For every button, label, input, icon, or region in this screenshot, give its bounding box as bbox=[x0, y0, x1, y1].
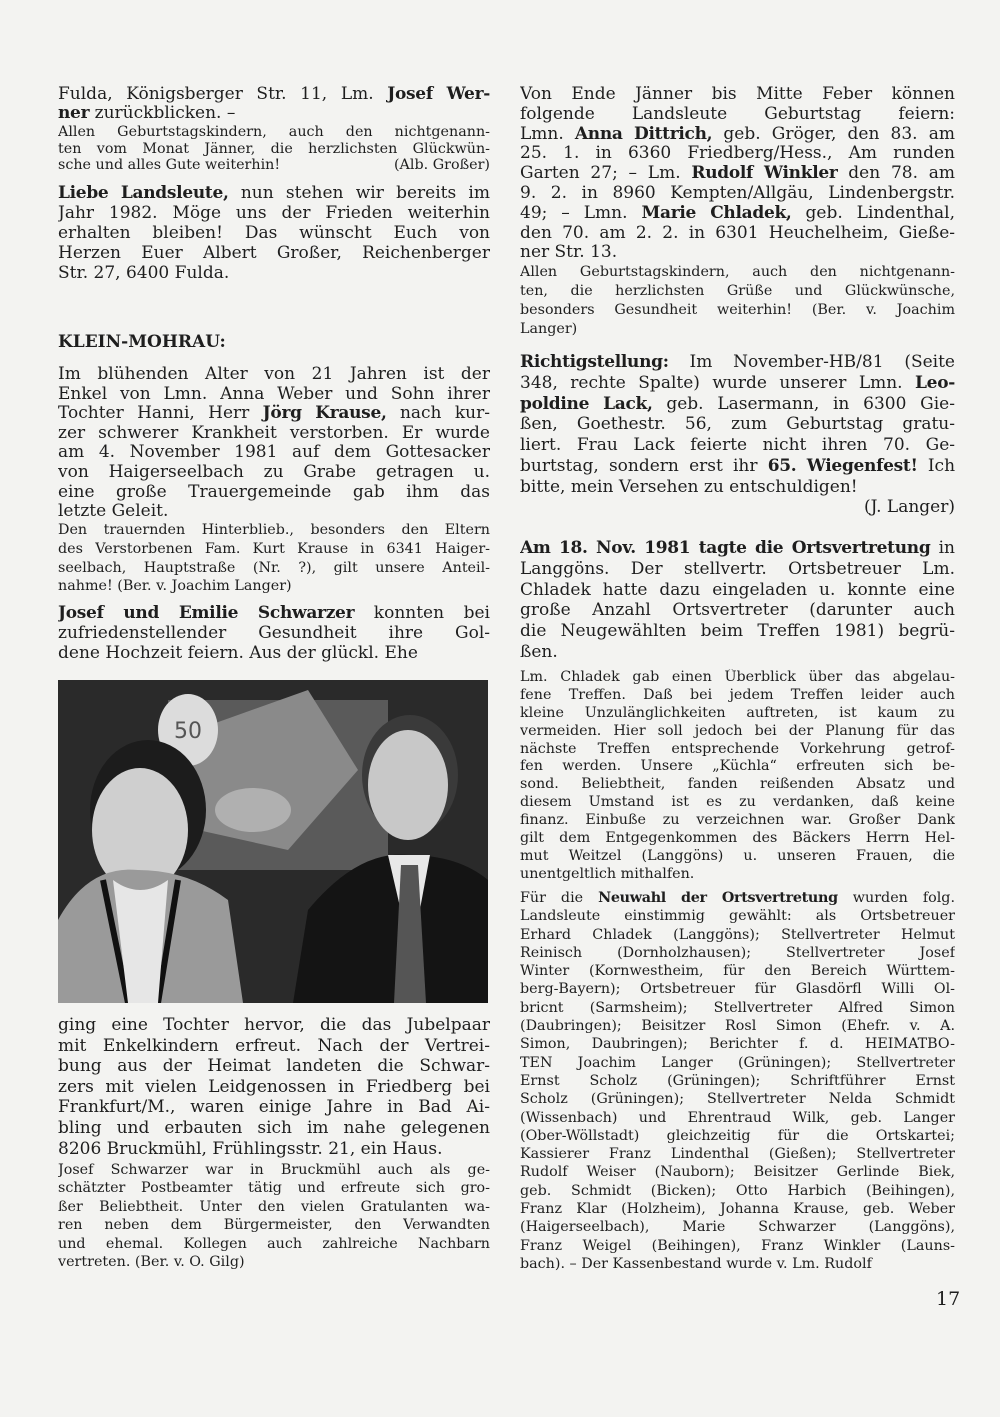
text: mit Enkelkindern erfreut. Nach der Vertrei- bbox=[58, 1035, 490, 1056]
text-line bbox=[58, 124, 490, 141]
text: des Verstorbenen Fam. Kurt Krause in 6341 Haiger- bbox=[58, 540, 490, 557]
text-line bbox=[58, 1161, 490, 1179]
bold-text: Anna Dittrich, bbox=[574, 124, 713, 144]
text: Fulda, Königsberger Str. 11, Lm. bbox=[58, 85, 388, 104]
text-line bbox=[520, 705, 955, 723]
text-line bbox=[520, 794, 955, 812]
text: unentgeltlich mithalfen. bbox=[520, 865, 695, 882]
paragraph-richtigstellung bbox=[520, 352, 955, 498]
text: Langgöns. Der stellvertr. Ortsbetreuer Lm. bbox=[520, 558, 955, 579]
cake-label: 50 bbox=[174, 719, 202, 744]
text-line bbox=[58, 183, 490, 203]
text-line bbox=[520, 889, 955, 907]
photo-golden-wedding-couple bbox=[58, 680, 488, 1003]
text-line bbox=[520, 320, 955, 339]
text-line bbox=[520, 559, 955, 580]
text-line bbox=[520, 85, 955, 105]
bold-text: Marie Chladek, bbox=[641, 203, 792, 223]
paragraph-joerg-krause bbox=[58, 365, 490, 522]
text-line bbox=[520, 999, 955, 1017]
text-line bbox=[58, 1056, 490, 1077]
text-line bbox=[520, 980, 955, 998]
text: berg-Bayern); Ortsbetreuer für Glasdörfl Willi Ol- bbox=[520, 981, 955, 998]
text: Im blühenden Alter von 21 Jahren ist der bbox=[58, 365, 490, 384]
text: Von Ende Jänner bis Mitte Feber können bbox=[520, 85, 955, 104]
text: konnten bei bbox=[354, 603, 490, 623]
text-line bbox=[58, 243, 490, 263]
text-line bbox=[58, 443, 490, 463]
paragraph-condolence bbox=[58, 521, 490, 596]
text-line bbox=[58, 424, 490, 444]
text: den 78. am bbox=[837, 164, 955, 184]
text: Kassierer Franz Lindenthal (Gießen); Stellvertreter bbox=[520, 1146, 955, 1163]
text: finanz. Einbuße zu verzeichnen war. Großer Dank bbox=[520, 812, 955, 829]
text: Winter (Kornwestheim, für den Bereich Württem- bbox=[520, 963, 955, 980]
text: schätzter Postbeamter tätig und erfreute sich gro- bbox=[58, 1180, 490, 1197]
text: ßer Beliebtheit. Unter den vielen Gratulanten wa- bbox=[58, 1198, 490, 1215]
text: ren neben dem Bürgermeister, den Verwandten bbox=[58, 1217, 490, 1234]
text-line bbox=[58, 365, 490, 385]
text: zurückblicken. – bbox=[89, 103, 236, 122]
text: mut Weitzel (Langgöns) u. unseren Frauen, die bbox=[520, 847, 955, 864]
text-line bbox=[520, 1163, 955, 1181]
text: Tochter Hanni, Herr bbox=[58, 404, 263, 424]
text-line bbox=[58, 577, 490, 596]
text: Jahr 1982. Möge uns der Frieden weiterhin bbox=[58, 203, 490, 223]
text-line bbox=[520, 580, 955, 601]
bold-text: Liebe Landsleute, bbox=[58, 183, 229, 203]
text-line bbox=[520, 1072, 955, 1090]
text: Chladek hatte dazu eingeladen u. konnte eine bbox=[520, 579, 955, 600]
text: besonders Gesundheit weiterhin! (Ber. v. Joachim bbox=[520, 302, 955, 318]
text-line bbox=[520, 1218, 955, 1236]
text: (J. Langer) bbox=[863, 497, 955, 517]
text-line bbox=[520, 1035, 955, 1053]
text: diesem Umstand ist es zu verdanken, daß keine bbox=[520, 794, 955, 811]
paragraph-birthday-greetings bbox=[520, 263, 955, 339]
text-line bbox=[520, 184, 955, 204]
paragraph-birthday-wishes bbox=[58, 124, 490, 174]
text: Scholz (Grüningen); Stellvertreter Nelda Schmidt bbox=[520, 1091, 955, 1108]
text: nahme! (Ber. v. Joachim Langer) bbox=[58, 578, 292, 595]
text-line bbox=[520, 282, 955, 301]
text: geb. Schmidt (Bicken); Otto Harbich (Beihingen), bbox=[520, 1182, 955, 1199]
text-line bbox=[520, 812, 955, 830]
text-line bbox=[58, 521, 490, 540]
text: Im November-HB/81 (Seite bbox=[668, 352, 955, 372]
text: fen werden. Unsere „Küchla“ erfreuten sich be- bbox=[520, 758, 955, 775]
text: kleine Unzulänglichkeiten auftreten, ist kaum zu bbox=[520, 704, 955, 721]
text-line bbox=[520, 830, 955, 848]
text-line bbox=[58, 1015, 490, 1036]
text: Allen Geburtstagskindern, auch den nichtgenann- bbox=[58, 124, 490, 140]
text: bach). – Der Kassenbestand wurde v. Lm. Rudolf bbox=[520, 1255, 872, 1272]
text-line bbox=[520, 243, 955, 263]
text: ging eine Tochter hervor, die das Jubelpaar bbox=[58, 1015, 490, 1035]
text: wurden folg. bbox=[837, 890, 955, 906]
text-line bbox=[520, 414, 955, 435]
text-line bbox=[58, 603, 490, 623]
text-line bbox=[58, 1179, 490, 1197]
text: den 70. am 2. 2. in 6301 Heuchelheim, Gieße- bbox=[520, 223, 955, 243]
text-line bbox=[520, 1054, 955, 1072]
bold-text: ner bbox=[58, 103, 90, 122]
text: Ernst Scholz (Grüningen); Schriftführer Ernst bbox=[520, 1072, 955, 1089]
text: (Wissenbach) und Ehrentraud Wilk, geb. Langer bbox=[520, 1109, 955, 1126]
text: und ehemal. Kollegen auch zahlreiche Nachbarn bbox=[58, 1235, 490, 1252]
text: Herzen Euer Albert Großer, Reichenberger bbox=[58, 243, 490, 263]
text-line bbox=[58, 385, 490, 405]
text-line bbox=[58, 463, 490, 483]
text-line bbox=[520, 497, 955, 518]
text-line bbox=[58, 1118, 490, 1139]
text: Für die bbox=[520, 890, 599, 906]
text: große Anzahl Ortsvertreter (darunter auch bbox=[520, 600, 955, 621]
text: Lmn. bbox=[520, 124, 575, 144]
text-line bbox=[520, 394, 955, 415]
bold-text: Josef und Emilie Schwarzer bbox=[58, 603, 355, 623]
text: fene Treffen. Daß bei jedem Treffen leider auch bbox=[520, 686, 955, 703]
text: gilt dem Entgegenkommen des Bäckers Herrn Hel- bbox=[520, 830, 955, 847]
section-heading-klein-mohrau: KLEIN-MOHRAU: bbox=[58, 332, 226, 352]
bold-text: Josef Wer- bbox=[387, 85, 490, 104]
text-line bbox=[520, 1017, 955, 1035]
text-line bbox=[520, 1090, 955, 1108]
text: sond. Beliebtheit, fanden reißenden Absatz und bbox=[520, 776, 955, 793]
text-line bbox=[58, 1216, 490, 1234]
text: Simon, Daubringen); Berichter f. d. HEIMATBO- bbox=[520, 1036, 955, 1053]
text: 9. 2. in 8960 Kempten/Allgäu, Lindenbergstr. bbox=[520, 183, 955, 203]
text-line bbox=[520, 642, 955, 663]
bold-text: 65. Wiegenfest! bbox=[767, 455, 918, 476]
text: vermeiden. Hier soll jedoch bei der Planung für das bbox=[520, 722, 955, 739]
text: geb. Lindenthal, bbox=[791, 203, 955, 223]
text-line bbox=[520, 435, 955, 456]
text: die Neugewählten beim Treffen 1981) begrü- bbox=[520, 621, 955, 642]
text-line bbox=[58, 1253, 490, 1271]
text: Str. 27, 6400 Fulda. bbox=[58, 263, 230, 283]
text: ten vom Monat Jänner, die herzlichsten Glückwün- bbox=[58, 140, 490, 157]
text-line bbox=[58, 157, 490, 174]
text: von Haigerseelbach zu Grabe getragen u. bbox=[58, 462, 490, 482]
text-line bbox=[58, 203, 490, 223]
bold-text: Richtigstellung: bbox=[520, 352, 669, 372]
text: erhalten bleiben! Das wünscht Euch von bbox=[58, 223, 490, 243]
paragraph-werner-birthday bbox=[58, 85, 490, 122]
text: bitte, mein Versehen zu entschuldigen! bbox=[520, 476, 858, 497]
bold-text: Jörg Krause, bbox=[262, 404, 387, 424]
text-line bbox=[520, 776, 955, 794]
text: Lm. Chladek gab einen Überblick über das abgelau- bbox=[520, 669, 955, 685]
paragraph-ortsvertretung-meeting bbox=[520, 538, 955, 663]
text-line bbox=[520, 352, 955, 373]
text-line bbox=[520, 1145, 955, 1163]
text-line bbox=[520, 105, 955, 125]
text: nach kur- bbox=[386, 404, 490, 424]
text: dene Hochzeit feiern. Aus der glückl. Ehe bbox=[58, 643, 418, 663]
text-line bbox=[520, 144, 955, 164]
text-line bbox=[520, 1200, 955, 1218]
bold-text: Rudolf Winkler bbox=[691, 164, 838, 184]
text: Landsleute einstimmig gewählt: als Ortsbetreuer bbox=[520, 908, 955, 925]
paragraph-neuwahl bbox=[520, 889, 955, 1273]
text-line bbox=[520, 263, 955, 282]
text-line bbox=[58, 104, 490, 123]
text: Langer) bbox=[520, 321, 578, 337]
text: bricnt (Sarmsheim); Stellvertreter Alfred Simon bbox=[520, 999, 955, 1016]
text: ner Str. 13. bbox=[520, 243, 618, 263]
text-line bbox=[520, 373, 955, 394]
text: Josef Schwarzer war in Bruckmühl auch als ge- bbox=[58, 1162, 490, 1178]
text-line bbox=[520, 758, 955, 776]
text-line bbox=[520, 1255, 955, 1273]
text-line bbox=[520, 1182, 955, 1200]
text-line bbox=[520, 164, 955, 184]
text: zufriedenstellender Gesundheit ihre Gol- bbox=[58, 623, 490, 643]
text-line bbox=[58, 1235, 490, 1253]
text: liert. Frau Lack feierte nicht ihren 70. Ge- bbox=[520, 435, 955, 456]
text-line bbox=[520, 1237, 955, 1255]
text-line bbox=[520, 204, 955, 224]
text-line bbox=[520, 669, 955, 687]
paragraph-schwarzer-intro bbox=[58, 603, 490, 663]
text: TEN Joachim Langer (Grüningen); Stellvertreter bbox=[520, 1054, 955, 1071]
text-line bbox=[520, 125, 955, 145]
text: Den trauernden Hinterblieb., besonders den Eltern bbox=[58, 522, 490, 538]
bold-text: Leo- bbox=[915, 372, 955, 393]
text: in bbox=[930, 538, 955, 558]
text-line bbox=[520, 456, 955, 477]
text: folgende Landsleute Geburtstag feiern: bbox=[520, 104, 955, 124]
text: bung aus der Heimat landeten die Schwar- bbox=[58, 1056, 490, 1077]
paragraph-liebe-landsleute bbox=[58, 183, 490, 283]
text-line bbox=[58, 263, 490, 283]
paragraph-birthdays-list bbox=[520, 85, 955, 263]
text: letzte Geleit. bbox=[58, 502, 169, 522]
text-line bbox=[520, 962, 955, 980]
text: burtstag, sondern erst ihr bbox=[520, 455, 768, 476]
text: Frankfurt/M., waren einige Jahre in Bad Ai- bbox=[58, 1097, 490, 1118]
text: (Haigerseelbach), Marie Schwarzer (Langgöns), bbox=[520, 1219, 955, 1236]
text-line bbox=[58, 559, 490, 578]
bold-text: poldine Lack, bbox=[520, 393, 653, 414]
text: 8206 Bruckmühl, Frühlingsstr. 21, ein Haus. bbox=[58, 1138, 443, 1159]
text: Reinisch (Dornholzhausen); Stellvertreter Josef bbox=[520, 944, 955, 961]
text: 348, rechte Spalte) wurde unserer Lmn. bbox=[520, 372, 916, 393]
text-line bbox=[520, 907, 955, 925]
text-line bbox=[58, 1198, 490, 1216]
text: zer schwerer Krankheit verstorben. Er wurde bbox=[58, 423, 490, 443]
text-line bbox=[58, 540, 490, 559]
text-line bbox=[58, 223, 490, 243]
text-line bbox=[520, 848, 955, 866]
text: nun stehen wir bereits im bbox=[228, 183, 490, 203]
text: ten, die herzlichsten Grüße und Glückwünsche, bbox=[520, 283, 955, 299]
text-line bbox=[520, 224, 955, 244]
text: bling und erbauten sich im nahe gelegenen bbox=[58, 1117, 490, 1138]
text-line bbox=[520, 600, 955, 621]
text-line bbox=[520, 866, 955, 884]
text: (Daubringen); Beisitzer Rosl Simon (Ehefr. v. A. bbox=[520, 1018, 955, 1035]
text-line bbox=[58, 141, 490, 158]
text-line bbox=[520, 741, 955, 759]
text: geb. Lasermann, in 6300 Gie- bbox=[652, 393, 955, 414]
text: Franz Weigel (Beihingen), Franz Winkler (Launs- bbox=[520, 1237, 955, 1254]
bold-text: Neuwahl der Ortsvertretung bbox=[598, 890, 838, 906]
paragraph-schwarzer-postbeamter bbox=[58, 1161, 490, 1271]
text: nächste Treffen entsprechende Vorkehrung getrof- bbox=[520, 740, 955, 757]
text: (Ober-Wöllstadt) gleichzeitig für die Ortskartei; bbox=[520, 1127, 955, 1144]
text-line bbox=[520, 687, 955, 705]
text: 25. 1. in 6360 Friedberg/Hess., Am runden bbox=[520, 144, 955, 164]
text: (Alb. Großer) bbox=[393, 157, 490, 173]
text-line bbox=[520, 944, 955, 962]
text-line bbox=[58, 623, 490, 643]
text: Rudolf Weiser (Nauborn); Beisitzer Gerlinde Biek, bbox=[520, 1164, 955, 1181]
text: Ich bbox=[917, 455, 955, 476]
text-line bbox=[58, 643, 490, 663]
text: eine große Trauergemeinde gab ihm das bbox=[58, 482, 490, 502]
text: vertreten. (Ber. v. O. Gilg) bbox=[58, 1253, 245, 1270]
text-line bbox=[58, 1036, 490, 1057]
text-line bbox=[520, 621, 955, 642]
text: geb. Gröger, den 83. am bbox=[712, 124, 955, 144]
text-line bbox=[520, 1109, 955, 1127]
text-line bbox=[58, 1097, 490, 1118]
text-line bbox=[520, 538, 955, 559]
paragraph-treffen-review bbox=[520, 669, 955, 884]
text: Enkel von Lmn. Anna Weber und Sohn ihrer bbox=[58, 384, 490, 404]
text-line bbox=[520, 723, 955, 741]
text: ßen, Goethestr. 56, zum Geburtstag gratu- bbox=[520, 414, 955, 435]
text: ßen. bbox=[520, 641, 558, 662]
bold-text: Am 18. Nov. 1981 tagte die Ortsvertretung bbox=[520, 538, 931, 558]
text: seelbach, Hauptstraße (Nr. ?), gilt unsere Anteil- bbox=[58, 559, 490, 576]
text-line bbox=[520, 926, 955, 944]
text: Erhard Chladek (Langgöns); Stellvertreter Helmut bbox=[520, 926, 955, 943]
text-line bbox=[520, 301, 955, 320]
text-line bbox=[520, 477, 955, 498]
text: Garten 27; – Lm. bbox=[520, 164, 692, 184]
text-line bbox=[58, 404, 490, 424]
paragraph-schwarzer-family bbox=[58, 1015, 490, 1159]
text: am 4. November 1981 auf dem Gottesacker bbox=[58, 443, 490, 463]
text: Allen Geburtstagskindern, auch den nichtgenann- bbox=[520, 264, 955, 280]
text: sche und alles Gute weiterhin! bbox=[58, 157, 281, 173]
text-line bbox=[58, 1139, 490, 1160]
text: zers mit vielen Leidgenossen in Friedberg bei bbox=[58, 1076, 490, 1097]
page-number: 17 bbox=[936, 1288, 961, 1310]
text: Franz Klar (Holzheim), Johanna Krause, geb. Weber bbox=[520, 1201, 955, 1218]
signature-j-langer bbox=[520, 497, 955, 518]
text: 49; – Lmn. bbox=[520, 203, 642, 223]
text-line bbox=[58, 1077, 490, 1098]
text-line bbox=[520, 1127, 955, 1145]
text-line bbox=[58, 483, 490, 503]
text-line bbox=[58, 502, 490, 522]
text-line bbox=[58, 85, 490, 104]
